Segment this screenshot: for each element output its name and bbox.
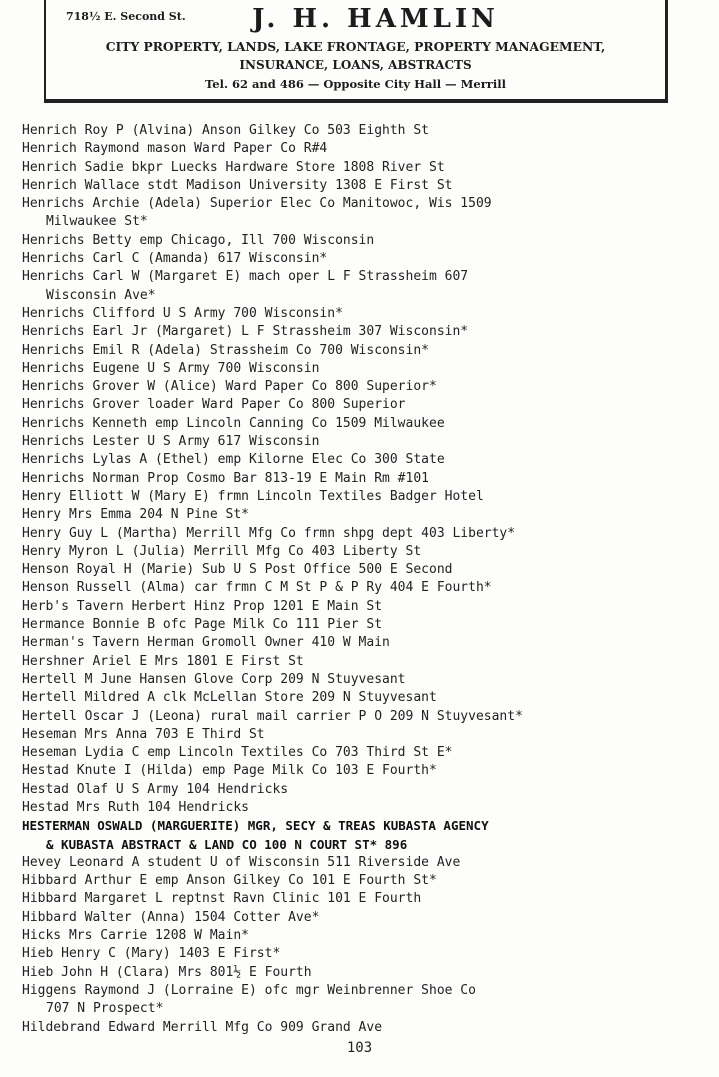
directory-entry	[0, 781, 719, 799]
directory-entry	[0, 561, 719, 579]
entry-text: Herman's Tavern Herman Gromoll Owner 410 W Main	[22, 635, 390, 651]
directory-entry	[0, 872, 719, 890]
ad-business-name: J. H. HAMLIN	[252, 4, 499, 34]
entry-text: Hermance Bonnie B ofc Page Milk Co 111 Pier St	[22, 617, 383, 633]
ad-contact-line: Tel. 62 and 486 — Opposite City Hall — Merrill	[205, 77, 506, 91]
entry-text: Hevey Leonard A student U of Wisconsin 511 Riverside Ave	[22, 854, 461, 870]
directory-entry	[0, 890, 719, 908]
entry-text: Hestad Olaf U S Army 104 Hendricks	[22, 781, 289, 797]
entry-text: Henrichs Norman Prop Cosmo Bar 813-19 E Main Rm #101	[22, 470, 429, 486]
entry-text: Henrichs Archie (Adela) Superior Elec Co Manitowoc, Wis 1509	[22, 196, 492, 212]
entry-text: Henrichs Grover W (Alice) Ward Paper Co 800 Superior*	[22, 379, 437, 395]
directory-entry	[0, 909, 719, 927]
directory-entry	[0, 854, 719, 872]
entry-text: Hertell M June Hansen Glove Corp 209 N Stuyvesant	[22, 671, 406, 687]
directory-entry	[0, 689, 719, 707]
entry-text: Henrichs Lester U S Army 617 Wisconsin	[22, 434, 320, 450]
entry-text: Henrichs Grover loader Ward Paper Co 800 Superior	[22, 397, 406, 413]
directory-listings	[0, 122, 719, 1037]
directory-entry	[0, 159, 719, 177]
directory-entry	[0, 250, 719, 268]
entry-text: Henry Guy L (Martha) Merrill Mfg Co frmn shpg dept 403 Liberty*	[22, 525, 516, 541]
entry-text: Henrich Raymond mason Ward Paper Co R#4	[22, 141, 328, 157]
directory-entry	[0, 671, 719, 689]
directory-entry	[0, 982, 719, 1019]
directory-entry	[0, 543, 719, 561]
entry-text: Henrichs Kenneth emp Lincoln Canning Co 1509 Milwaukee	[22, 415, 445, 431]
directory-entry	[0, 799, 719, 817]
entry-text: Henrich Roy P (Alvina) Anson Gilkey Co 503 Eighth St	[22, 123, 429, 138]
entry-text: Hieb Henry C (Mary) 1403 E First*	[22, 946, 281, 962]
directory-entry	[0, 433, 719, 451]
entry-text: Henrichs Earl Jr (Margaret) L F Strassheim 307 Wisconsin*	[22, 324, 469, 340]
directory-entry	[0, 964, 719, 982]
entry-text: Henrichs Carl C (Amanda) 617 Wisconsin*	[22, 251, 328, 267]
entry-text: Henrichs Carl W (Margaret E) mach oper L F Strassheim 607	[22, 269, 469, 285]
directory-entry	[0, 616, 719, 634]
advertisement-box	[44, 0, 668, 103]
directory-entry	[0, 415, 719, 433]
directory-entry	[0, 708, 719, 726]
directory-entry	[0, 470, 719, 488]
entry-text: Hershner Ariel E Mrs 1801 E First St	[22, 653, 304, 669]
entry-text: Heseman Mrs Anna 703 E Third St	[22, 726, 265, 742]
directory-entry	[0, 268, 719, 305]
entry-continuation: 707 N Prospect*	[46, 1001, 164, 1017]
directory-entry	[0, 195, 719, 232]
directory-entry	[0, 598, 719, 616]
entry-text: Hertell Mildred A clk McLellan Store 209 N Stuyvesant	[22, 690, 437, 706]
entry-text: Henry Myron L (Julia) Merrill Mfg Co 403 Liberty St	[22, 543, 422, 559]
ad-services-line-2: INSURANCE, LOANS, ABSTRACTS	[239, 58, 472, 72]
entry-text: Henrichs Betty emp Chicago, Ill 700 Wisconsin	[22, 232, 375, 248]
entry-continuation: Milwaukee St*	[46, 214, 148, 230]
directory-entry	[0, 378, 719, 396]
entry-text: HESTERMAN OSWALD (MARGUERITE) MGR, SECY & TREAS KUBASTA AGENCY	[22, 818, 489, 834]
directory-entry	[0, 579, 719, 597]
entry-continuation: & KUBASTA ABSTRACT & LAND CO 100 N COURT ST* 896	[46, 836, 408, 852]
entry-text: Henrichs Emil R (Adela) Strassheim Co 700 Wisconsin*	[22, 342, 429, 358]
directory-entry	[0, 323, 719, 341]
page-number: 103	[346, 1040, 373, 1056]
entry-text: Henry Mrs Emma 204 N Pine St*	[22, 507, 249, 523]
ad-services-line: CITY PROPERTY, LANDS, LAKE FRONTAGE, PROPERTY MANAGEMENT,	[105, 39, 606, 54]
entry-text: Hestad Mrs Ruth 104 Hendricks	[22, 799, 249, 815]
directory-entry	[0, 177, 719, 195]
directory-entry	[0, 360, 719, 378]
entry-text: Hertell Oscar J (Leona) rural mail carrier P O 209 N Stuyvesant*	[22, 708, 523, 724]
entry-text: Henson Royal H (Marie) Sub U S Post Office 500 E Second	[22, 562, 453, 578]
entry-text: Henrich Wallace stdt Madison University 1308 E First St	[22, 177, 453, 193]
directory-entry	[0, 122, 719, 140]
entry-text: Henrichs Clifford U S Army 700 Wisconsin*	[22, 305, 343, 321]
directory-entry	[0, 726, 719, 744]
directory-entry	[0, 140, 719, 158]
entry-text: Hibbard Walter (Anna) 1504 Cotter Ave*	[22, 909, 320, 925]
entry-text: Henrichs Eugene U S Army 700 Wisconsin	[22, 360, 320, 376]
entry-text: Hestad Knute I (Hilda) emp Page Milk Co 103 E Fourth*	[22, 763, 437, 779]
entry-text: Hibbard Margaret L reptnst Ravn Clinic 101 E Fourth	[22, 891, 422, 907]
entry-continuation: Wisconsin Ave*	[46, 287, 156, 303]
entry-text: Hicks Mrs Carrie 1208 W Main*	[22, 928, 249, 944]
entry-text: Henson Russell (Alma) car frmn C M St P & P Ry 404 E Fourth*	[22, 580, 492, 596]
entry-text: Higgens Raymond J (Lorraine E) ofc mgr Weinbrenner Shoe Co	[22, 982, 476, 998]
directory-entry	[0, 744, 719, 762]
directory-entry	[0, 1019, 719, 1037]
directory-entry	[0, 653, 719, 671]
directory-entry	[0, 305, 719, 323]
directory-entry	[0, 232, 719, 250]
entry-text: Heseman Lydia C emp Lincoln Textiles Co 703 Third St E*	[22, 745, 453, 761]
directory-entry	[0, 506, 719, 524]
entry-text: Herb's Tavern Herbert Hinz Prop 1201 E Main St	[22, 598, 383, 614]
directory-entry	[0, 945, 719, 963]
entry-text: Hieb John H (Clara) Mrs 801½ E Fourth	[22, 964, 312, 980]
entry-text: Hildebrand Edward Merrill Mfg Co 909 Grand Ave	[22, 1019, 383, 1035]
directory-entry	[0, 927, 719, 945]
entry-text: Henry Elliott W (Mary E) frmn Lincoln Textiles Badger Hotel	[22, 488, 484, 504]
directory-entry	[0, 634, 719, 652]
entry-text: Henrich Sadie bkpr Luecks Hardware Store 1808 River St	[22, 159, 445, 175]
entry-text: Henrichs Lylas A (Ethel) emp Kilorne Elec Co 300 State	[22, 452, 445, 468]
directory-entry	[0, 817, 719, 854]
directory-entry	[0, 342, 719, 360]
directory-entry	[0, 762, 719, 780]
directory-entry	[0, 525, 719, 543]
directory-entry	[0, 451, 719, 469]
directory-entry	[0, 396, 719, 414]
ad-address: 718½ E. Second St.	[66, 10, 186, 23]
entry-text: Hibbard Arthur E emp Anson Gilkey Co 101 E Fourth St*	[22, 873, 437, 889]
directory-entry	[0, 488, 719, 506]
